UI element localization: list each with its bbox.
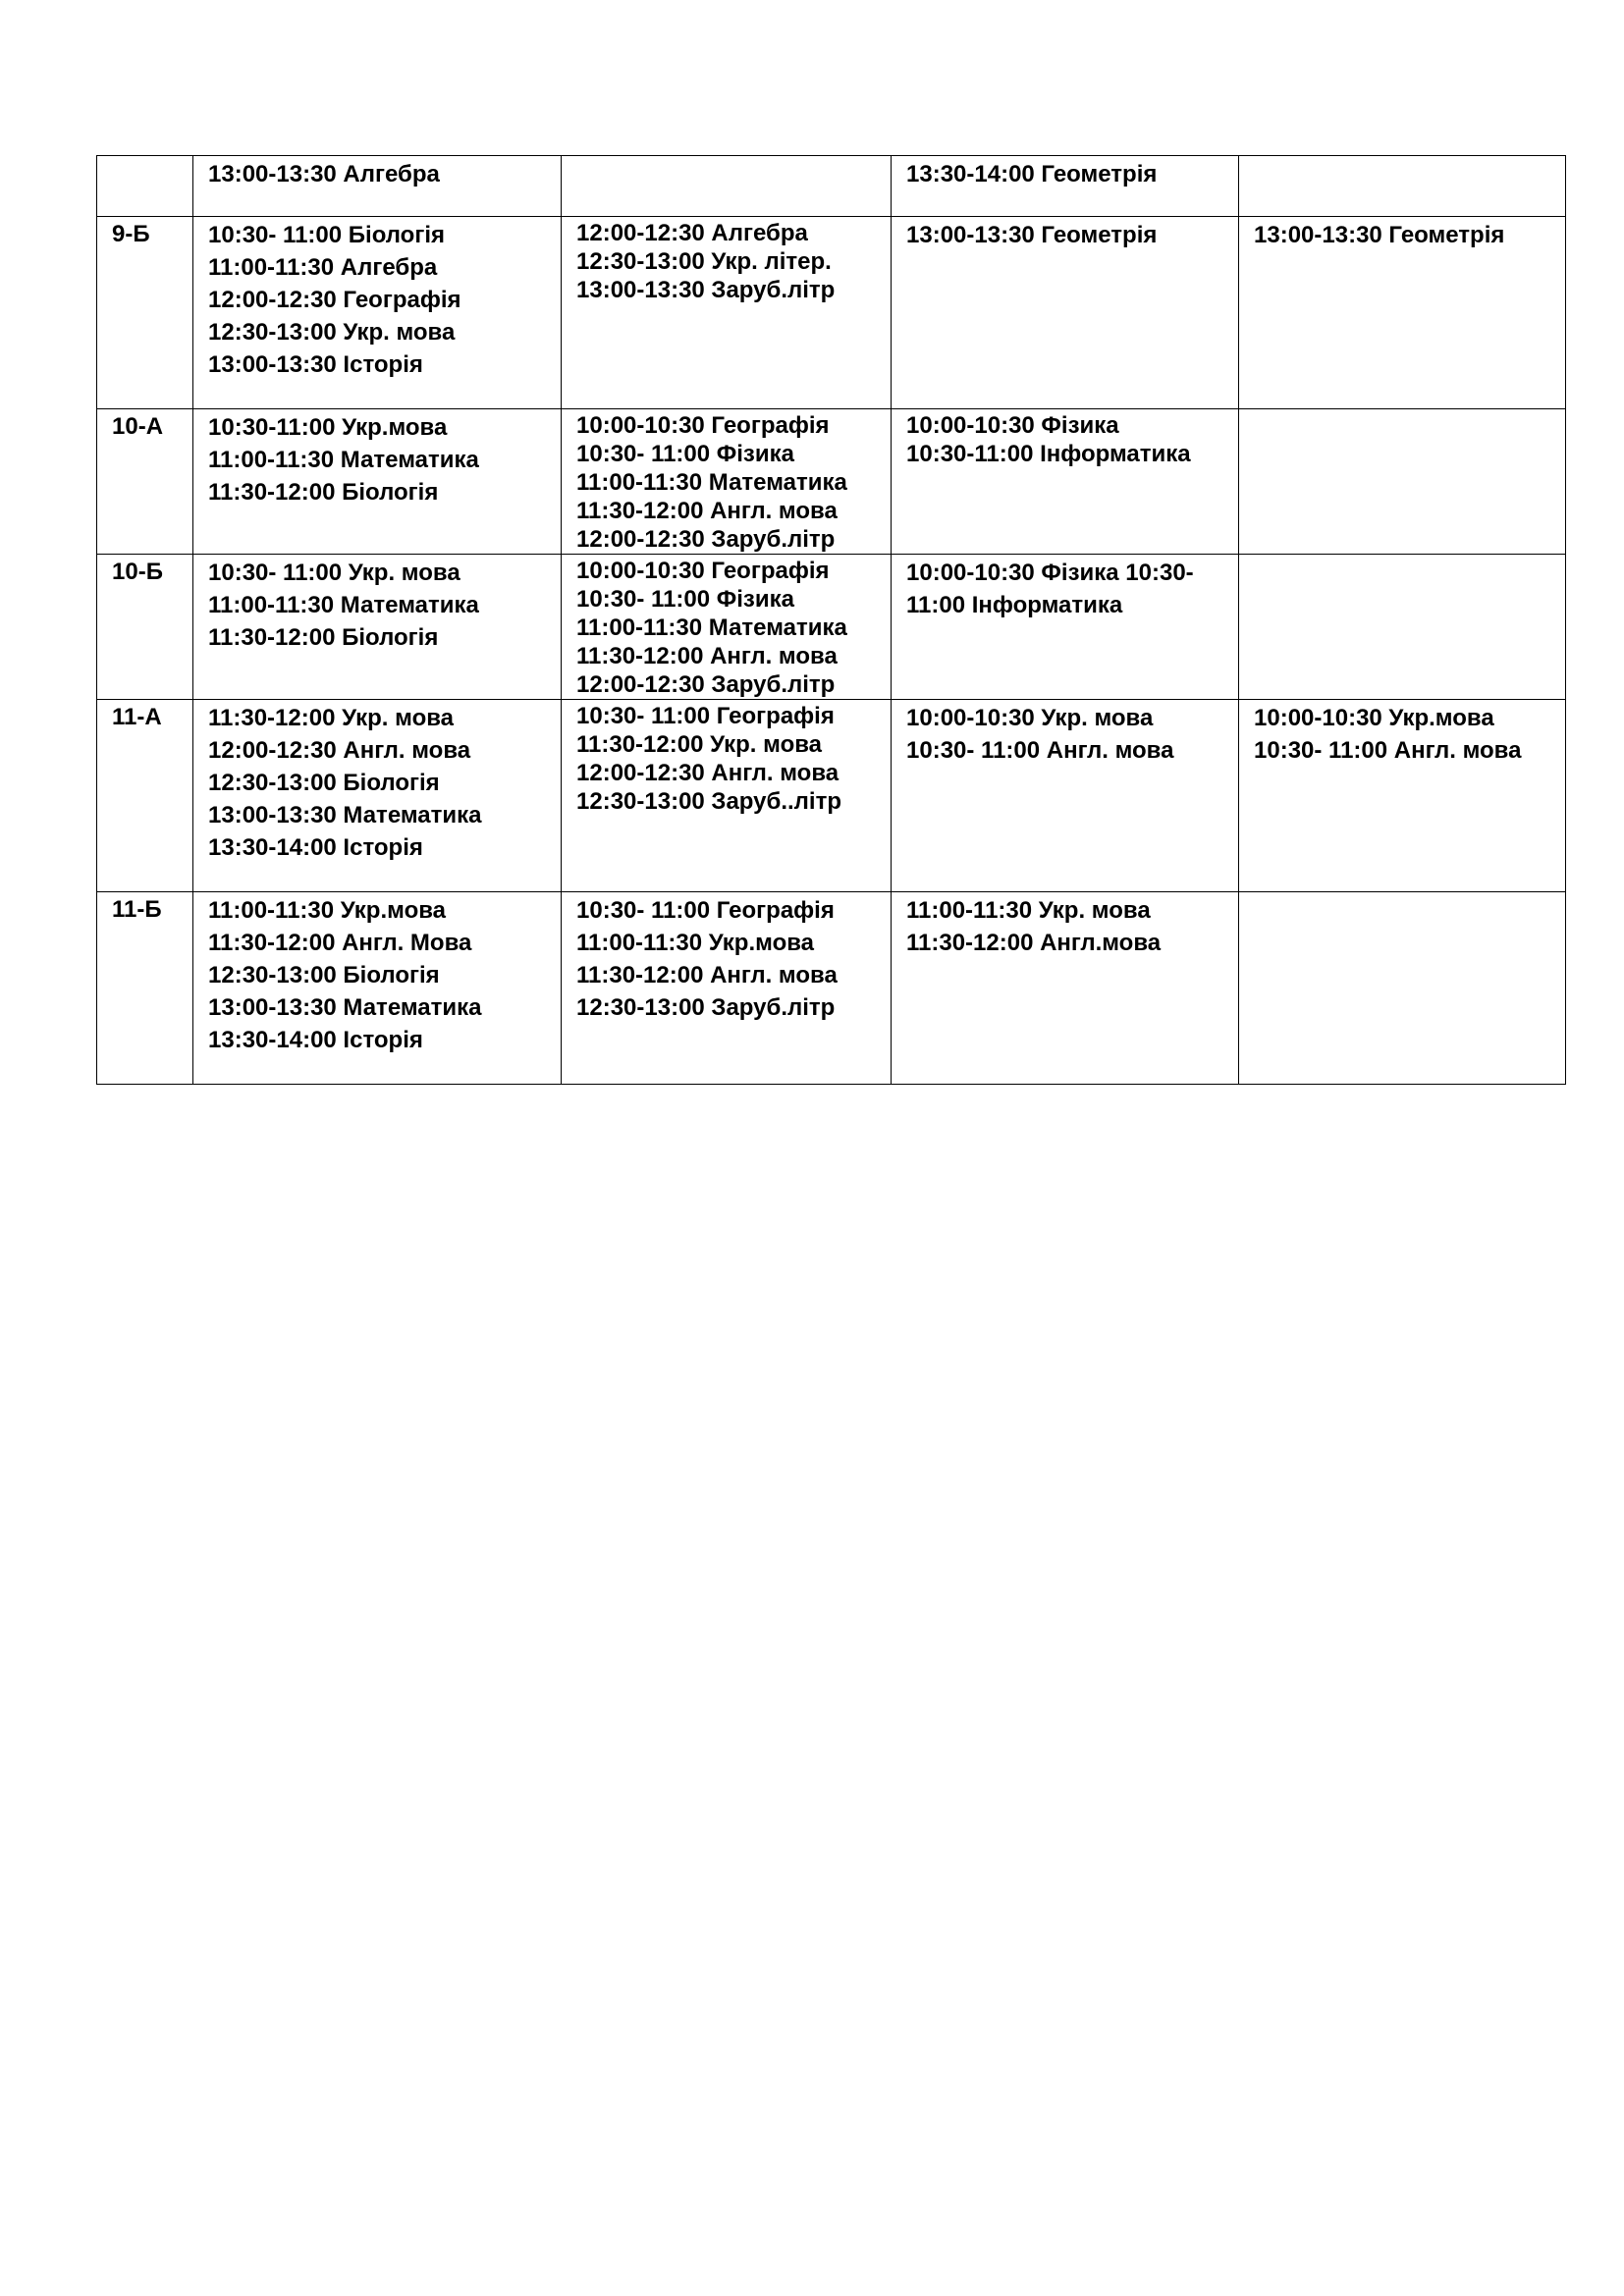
class-cell-content (97, 555, 192, 588)
table-row (97, 217, 1566, 409)
class-cell (97, 217, 193, 409)
schedule-cell-content (892, 555, 1238, 621)
lesson-entry: 13:30-14:00 Історія (208, 834, 423, 861)
schedule-cell (193, 892, 562, 1085)
lesson-entry: 10:00-10:30 Фізика 10:30-11:00 Інформатика (906, 560, 1194, 618)
lesson-entry: 11:30-12:00 Біологія (208, 479, 439, 506)
lesson-entry: 12:30-13:00 Заруб.літр (576, 994, 836, 1021)
schedule-cell (1239, 217, 1566, 409)
schedule-cell-content (1239, 700, 1565, 767)
class-cell (97, 700, 193, 892)
lesson-entry: 10:00-10:30 Укр.мова (1254, 705, 1494, 731)
lesson-entry: 10:30- 11:00 Англ. мова (1254, 737, 1522, 764)
schedule-cell (892, 892, 1239, 1085)
lesson-entry: 11:30-12:00 Англ.мова (906, 930, 1162, 956)
lesson-entry: 11:00-11:30 Математика (576, 469, 847, 496)
schedule-body (97, 156, 1566, 1085)
schedule-cell-content (193, 409, 561, 508)
lesson-entry: 10:30- 11:00 Біологія (208, 222, 446, 248)
schedule-cell (193, 409, 562, 555)
table-row (97, 409, 1566, 555)
schedule-cell (193, 217, 562, 409)
schedule-cell (892, 700, 1239, 892)
schedule-cell (193, 156, 562, 217)
schedule-cell (193, 555, 562, 700)
schedule-cell (1239, 700, 1566, 892)
class-label: 10-Б (112, 559, 163, 585)
schedule-cell (1239, 409, 1566, 555)
lesson-entry: 10:30- 11:00 Укр. мова (208, 560, 460, 586)
schedule-cell-content (193, 217, 561, 381)
class-cell-content (97, 217, 192, 250)
lesson-entry: 12:30-13:00 Біологія (208, 770, 440, 796)
lesson-entry: 11:30-12:00 Англ. мова (576, 962, 838, 988)
class-cell-content (97, 700, 192, 733)
schedule-cell-content (1239, 409, 1565, 411)
lesson-entry: 11:00-11:30 Алгебра (208, 254, 438, 281)
lesson-entry: 12:00-12:30 Географія (208, 287, 461, 313)
schedule-cell-content (1239, 892, 1565, 894)
lesson-entry: 10:00-10:30 Географія (576, 412, 830, 439)
table-row (97, 555, 1566, 700)
lesson-entry: 10:00-10:30 Географія (576, 558, 830, 584)
lesson-entry: 13:00-13:30 Історія (208, 351, 423, 378)
schedule-table (96, 155, 1566, 1085)
schedule-cell (562, 555, 892, 700)
lesson-entry: 13:00-13:30 Геометрія (1254, 222, 1505, 248)
class-cell (97, 156, 193, 217)
schedule-cell-content (1239, 217, 1565, 251)
schedule-cell (562, 409, 892, 555)
lesson-entry: 11:30-12:00 Укр. мова (208, 705, 455, 731)
schedule-cell (892, 217, 1239, 409)
lesson-entry: 12:00-12:30 Алгебра (576, 220, 808, 246)
lesson-entry: 11:00-11:30 Математика (576, 614, 847, 641)
schedule-cell-content (193, 156, 561, 190)
class-label: 9-Б (112, 221, 150, 247)
lesson-entry: 13:30-14:00 Історія (208, 1027, 423, 1053)
schedule-cell-content (562, 156, 891, 158)
class-label: 10-А (112, 413, 164, 440)
table-row (97, 156, 1566, 217)
class-cell-content (97, 892, 192, 926)
lesson-entry: 10:00-10:30 Фізика (906, 412, 1119, 439)
lesson-entry: 11:30-12:00 Укр. мова (576, 731, 823, 758)
lesson-entry: 12:30-13:00 Заруб..літр (576, 788, 841, 815)
lesson-entry: 10:30-11:00 Інформатика (906, 441, 1191, 467)
schedule-cell-content (562, 217, 891, 304)
table-row (97, 892, 1566, 1085)
schedule-cell-content (892, 217, 1238, 251)
class-label: 11-А (112, 704, 162, 730)
schedule-cell (562, 156, 892, 217)
schedule-cell (562, 892, 892, 1085)
schedule-cell-content (1239, 156, 1565, 158)
lesson-entry: 11:30-12:00 Біологія (208, 624, 439, 651)
lesson-entry: 13:00-13:30 Математика (208, 994, 482, 1021)
lesson-entry: 10:30-11:00 Укр.мова (208, 414, 448, 441)
lesson-entry: 13:30-14:00 Геометрія (906, 161, 1158, 187)
lesson-entry: 10:30- 11:00 Фізика (576, 441, 794, 467)
lesson-entry: 11:30-12:00 Англ. мова (576, 498, 838, 524)
class-label: 11-Б (112, 896, 162, 923)
schedule-cell-content (562, 555, 891, 699)
lesson-entry: 11:00-11:30 Математика (208, 592, 479, 618)
lesson-entry: 13:00-13:30 Заруб.літр (576, 277, 836, 303)
lesson-entry: 12:30-13:00 Укр. мова (208, 319, 456, 346)
lesson-entry: 12:00-12:30 Заруб.літр (576, 671, 836, 698)
lesson-entry: 11:00-11:30 Математика (208, 447, 479, 473)
lesson-entry: 10:30- 11:00 Англ. мова (906, 737, 1174, 764)
schedule-cell-content (193, 555, 561, 654)
schedule-cell-content (562, 892, 891, 1024)
schedule-cell-content (892, 409, 1238, 468)
schedule-cell-content (193, 700, 561, 864)
class-cell (97, 555, 193, 700)
lesson-entry: 13:00-13:30 Математика (208, 802, 482, 828)
schedule-cell (562, 700, 892, 892)
lesson-entry: 10:30- 11:00 Географія (576, 703, 835, 729)
schedule-cell (892, 409, 1239, 555)
schedule-cell (1239, 892, 1566, 1085)
schedule-cell-content (892, 700, 1238, 767)
schedule-cell-content (562, 409, 891, 554)
schedule-cell (193, 700, 562, 892)
schedule-cell (562, 217, 892, 409)
lesson-entry: 11:30-12:00 Англ. мова (576, 643, 838, 669)
class-cell (97, 409, 193, 555)
class-cell-content (97, 156, 192, 158)
lesson-entry: 11:00-11:30 Укр.мова (208, 897, 447, 924)
table-row (97, 700, 1566, 892)
schedule-cell-content (892, 892, 1238, 959)
lesson-entry: 10:00-10:30 Укр. мова (906, 705, 1154, 731)
lesson-entry: 13:00-13:30 Геометрія (906, 222, 1158, 248)
schedule-cell (892, 156, 1239, 217)
lesson-entry: 12:30-13:00 Укр. літер. (576, 248, 832, 275)
lesson-entry: 12:00-12:30 Заруб.літр (576, 526, 836, 553)
lesson-entry: 12:30-13:00 Біологія (208, 962, 440, 988)
lesson-entry: 11:00-11:30 Укр. мова (906, 897, 1151, 924)
lesson-entry: 12:00-12:30 Англ. мова (576, 760, 839, 786)
lesson-entry: 10:30- 11:00 Фізика (576, 586, 794, 613)
lesson-entry: 10:30- 11:00 Географія (576, 897, 835, 924)
schedule-cell-content (892, 156, 1238, 190)
schedule-cell (1239, 555, 1566, 700)
lesson-entry: 11:00-11:30 Укр.мова (576, 930, 815, 956)
schedule-cell-content (193, 892, 561, 1056)
schedule-cell (1239, 156, 1566, 217)
lesson-entry: 13:00-13:30 Алгебра (208, 161, 440, 187)
schedule-cell-content (562, 700, 891, 816)
schedule-cell (892, 555, 1239, 700)
lesson-entry: 12:00-12:30 Англ. мова (208, 737, 471, 764)
class-cell (97, 892, 193, 1085)
lesson-entry: 11:30-12:00 Англ. Мова (208, 930, 472, 956)
schedule-cell-content (1239, 555, 1565, 557)
class-cell-content (97, 409, 192, 443)
